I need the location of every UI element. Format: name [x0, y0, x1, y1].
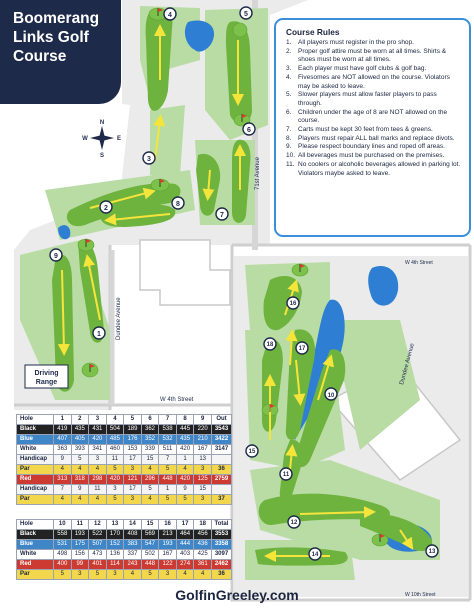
- scorecard-cell: 193: [159, 540, 177, 550]
- rule-text: All players must register in the pro shop.: [298, 39, 414, 46]
- scorecard-cell: 36: [212, 570, 232, 580]
- scorecard-cell: 5: [54, 570, 72, 580]
- scorecard-cell: 7: [54, 485, 72, 495]
- rule-text: Carts must be kept 30 feet from tees & greens.: [298, 126, 433, 134]
- scorecard-cell: 176: [124, 435, 142, 445]
- course-title-block: [0, 0, 121, 104]
- scorecard-cell: Total: [212, 520, 232, 530]
- scorecard-row-black: [17, 530, 232, 540]
- scorecard-row-hcp: [17, 485, 232, 495]
- scorecard-cell: 435: [176, 435, 194, 445]
- svg-text:3: 3: [147, 156, 151, 163]
- street-w-4th-small: W 4th Street: [405, 260, 433, 266]
- scorecard-cell: 3: [194, 495, 212, 505]
- scorecard-cell: 37: [212, 495, 232, 505]
- scorecard-cell: 11: [89, 485, 107, 495]
- scorecard-cell: 3: [194, 465, 212, 475]
- scorecard-cell: 2462: [212, 560, 232, 570]
- course-title-line-2: Links Golf: [13, 29, 89, 46]
- scorecard-cell: [212, 455, 232, 465]
- scorecard-row-par: [17, 570, 232, 580]
- scorecard-cell: 9: [194, 415, 212, 425]
- scorecard-cell: 444: [176, 540, 194, 550]
- svg-text:10: 10: [327, 393, 335, 399]
- rule-number: 6.: [286, 108, 292, 116]
- scorecard-cell: 425: [194, 550, 212, 560]
- course-title-line-3: Course: [13, 48, 67, 65]
- scorecard-cell: 3: [106, 570, 124, 580]
- scorecard-cell: 403: [176, 550, 194, 560]
- scorecard-row-label: Red: [17, 560, 54, 570]
- scorecard-cell: 17: [124, 455, 142, 465]
- scorecard-cell: 125: [194, 475, 212, 485]
- scorecard-cell: 511: [159, 445, 177, 455]
- scorecard-cell: 547: [141, 540, 159, 550]
- course-title-line-1: Boomerang: [13, 10, 100, 27]
- scorecard-cell: 6: [141, 415, 159, 425]
- svg-text:7: 7: [220, 212, 224, 219]
- hole-marker-4: [164, 8, 176, 20]
- rule-number: 3.: [286, 65, 292, 73]
- scorecard-cell: 3553: [212, 530, 232, 540]
- scorecard-cell: 3422: [212, 435, 232, 445]
- scorecard-row-label: Blue: [17, 435, 54, 445]
- svg-text:15: 15: [248, 449, 256, 455]
- rule-item: [286, 109, 462, 126]
- rule-text: Proper golf attire must be worn at all times. Shirts & shoes must be worn at all times.: [298, 47, 447, 64]
- scorecard-row-hole: [17, 415, 232, 425]
- scorecard-cell: 13: [106, 520, 124, 530]
- scorecard-cell: 4: [141, 495, 159, 505]
- rule-text: No coolers or alcoholic beverages allowed in parking lot. Violators maybe asked to leave.: [298, 160, 461, 177]
- scorecard-cell: 448: [141, 560, 159, 570]
- hole-marker-3: [143, 152, 155, 164]
- scorecard-row-label: Par: [17, 570, 54, 580]
- rule-number: 8.: [286, 134, 292, 142]
- svg-text:5: 5: [244, 11, 248, 18]
- course-rules-list: [286, 39, 462, 178]
- scorecard-cell: 10: [54, 520, 72, 530]
- scorecard-cell: 175: [71, 540, 89, 550]
- scorecard-cell: 464: [176, 530, 194, 540]
- svg-text:4: 4: [168, 12, 172, 19]
- rule-text: All beverages must be purchased on the premises.: [298, 152, 445, 160]
- rule-text: Slower players must allow faster players to pass through.: [298, 91, 437, 107]
- scorecard-cell: 167: [159, 550, 177, 560]
- scorecard-cell: 4: [54, 465, 72, 475]
- hole-marker-11: [280, 468, 292, 480]
- scorecard-cell: 7: [159, 415, 177, 425]
- hole-marker-12: [288, 516, 300, 528]
- rule-number: 10.: [286, 152, 296, 160]
- scorecard-cell: 400: [54, 560, 72, 570]
- scorecard-back-body: [17, 520, 232, 580]
- scorecard-cell: 8: [176, 415, 194, 425]
- scorecard-cell: 4: [141, 465, 159, 475]
- svg-text:12: 12: [290, 520, 298, 526]
- street-71st-avenue: 71st Avenue: [255, 157, 261, 190]
- hole-marker-5: [240, 7, 252, 19]
- svg-text:9: 9: [54, 253, 58, 260]
- scorecard-cell: 15: [141, 520, 159, 530]
- scorecard-cell: 362: [141, 425, 159, 435]
- scorecard-cell: 5: [106, 465, 124, 475]
- scorecard-cell: 4: [124, 570, 142, 580]
- scorecard-row-par: [17, 495, 232, 505]
- scorecard-cell: 3543: [212, 425, 232, 435]
- scorecard-cell: 5: [176, 495, 194, 505]
- scorecard-cell: 420: [176, 445, 194, 455]
- scorecard-cell: 456: [194, 530, 212, 540]
- hole-marker-13: [426, 545, 438, 557]
- scorecard-row-label: Hole: [17, 520, 54, 530]
- street-w-10th: W 10th Street: [405, 592, 436, 598]
- scorecard-cell: 393: [71, 445, 89, 455]
- website-footer: GolfinGreeley.com: [175, 587, 299, 603]
- scorecard-cell: 14: [124, 520, 142, 530]
- svg-text:18: 18: [266, 342, 274, 348]
- scorecard-cell: 156: [71, 550, 89, 560]
- scorecard-cell: 121: [124, 475, 142, 485]
- scorecard-cell: 99: [71, 560, 89, 570]
- rule-item: [286, 135, 462, 144]
- rule-text: Please respect boundary lines and roped off areas.: [298, 143, 445, 151]
- scorecard-cell: 3: [89, 415, 107, 425]
- scorecard-cell: 243: [124, 560, 142, 570]
- scorecard-row-white: [17, 550, 232, 560]
- scorecard-cell: 4: [106, 415, 124, 425]
- scorecard-row-label: Black: [17, 530, 54, 540]
- scorecard-row-label: Blue: [17, 540, 54, 550]
- scorecard-row-blue: [17, 540, 232, 550]
- scorecard-cell: 136: [106, 550, 124, 560]
- scorecard-cell: 298: [89, 475, 107, 485]
- scorecard-cell: 352: [141, 435, 159, 445]
- scorecard-cell: 407: [54, 435, 72, 445]
- rule-item: [286, 39, 462, 48]
- rule-number: 11.: [286, 160, 295, 168]
- scorecard-cell: 4: [176, 570, 194, 580]
- rule-number: 4.: [286, 73, 292, 81]
- hole-marker-10: [325, 388, 337, 400]
- scorecard-cell: 448: [159, 475, 177, 485]
- scorecard-front-body: [17, 415, 232, 505]
- scorecard-cell: 401: [89, 560, 107, 570]
- scorecard-cell: 3358: [212, 540, 232, 550]
- rule-item: [286, 126, 462, 135]
- scorecard-cell: 522: [89, 530, 107, 540]
- scorecard-row-label: Par: [17, 495, 54, 505]
- svg-text:8: 8: [176, 201, 180, 208]
- scorecard-cell: 274: [176, 560, 194, 570]
- rule-number: 7.: [286, 126, 292, 134]
- scorecard-cell: 5: [71, 455, 89, 465]
- scorecard-cell: 420: [89, 435, 107, 445]
- scorecard-cell: 3: [124, 465, 142, 475]
- scorecard-cell: 408: [124, 530, 142, 540]
- scorecard-row-label: Handicap: [17, 455, 54, 465]
- scorecard-cell: 167: [194, 445, 212, 455]
- scorecard-cell: 498: [54, 550, 72, 560]
- hole-marker-9: [50, 249, 62, 261]
- scorecard-cell: 296: [141, 475, 159, 485]
- scorecard-cell: 9: [176, 485, 194, 495]
- street-dundee-avenue: Dundee Avenue: [116, 297, 122, 340]
- scorecard-cell: 3: [124, 495, 142, 505]
- scorecard-cell: 5: [106, 495, 124, 505]
- scorecard-cell: 152: [106, 540, 124, 550]
- street-w-4th: W 4th Street: [160, 397, 194, 403]
- scorecard-cell: 5: [124, 415, 142, 425]
- scorecard-cell: 569: [141, 530, 159, 540]
- scorecard-row-red: [17, 475, 232, 485]
- scorecard-cell: 7: [159, 455, 177, 465]
- scorecard-row-red: [17, 560, 232, 570]
- rule-item: [286, 161, 462, 178]
- scorecard-cell: 504: [106, 425, 124, 435]
- course-rules-panel: [274, 18, 471, 237]
- hole-marker-6: [243, 123, 255, 135]
- scorecard-cell: 1: [176, 455, 194, 465]
- scorecard-cell: 532: [159, 435, 177, 445]
- scorecard-row-hcp: [17, 455, 232, 465]
- scorecard-cell: 339: [141, 445, 159, 455]
- scorecard-cell: 420: [106, 475, 124, 485]
- hole-marker-2: [100, 201, 112, 213]
- rule-text: Fivesomes are NOT allowed on the course. Violators may be asked to leave.: [298, 73, 450, 90]
- scorecard-cell: 436: [194, 540, 212, 550]
- scorecard-cell: Out: [212, 415, 232, 425]
- svg-text:13: 13: [428, 549, 436, 555]
- svg-text:Range: Range: [35, 379, 58, 386]
- scorecard-cell: 189: [124, 425, 142, 435]
- svg-text:S: S: [99, 153, 105, 159]
- scorecard-cell: 3147: [212, 445, 232, 455]
- scorecard-cell: 5: [89, 570, 107, 580]
- scorecard-cell: 419: [54, 425, 72, 435]
- rule-item: [286, 65, 462, 74]
- scorecard-cell: 1: [54, 415, 72, 425]
- course-rules-title: Course Rules: [286, 27, 340, 37]
- hole-marker-14: [309, 548, 321, 560]
- street-dundee-avenue-2: Dundee Avenue: [399, 342, 416, 386]
- scorecard-cell: 13: [194, 455, 212, 465]
- scorecard-cell: 114: [106, 560, 124, 570]
- hole-marker-16: [287, 297, 299, 309]
- rule-item: [286, 91, 462, 108]
- scorecard-cell: 3: [159, 570, 177, 580]
- svg-text:Driving: Driving: [34, 370, 59, 377]
- scorecard-cell: 16: [159, 520, 177, 530]
- scorecard-cell: 313: [54, 475, 72, 485]
- rule-item: [286, 152, 462, 161]
- scorecard-cell: 2: [71, 415, 89, 425]
- rule-item: [286, 143, 462, 152]
- scorecard-cell: 445: [176, 425, 194, 435]
- svg-text:2: 2: [104, 205, 108, 212]
- scorecard-cell: 502: [141, 550, 159, 560]
- rule-number: 2.: [286, 47, 292, 55]
- scorecard-cell: 473: [89, 550, 107, 560]
- scorecard-cell: 383: [124, 540, 142, 550]
- rule-number: 9.: [286, 143, 292, 151]
- scorecard-front-nine: [16, 414, 232, 505]
- scorecard-cell: 5: [159, 495, 177, 505]
- scorecard-cell: 558: [54, 530, 72, 540]
- scorecard-cell: 1: [159, 485, 177, 495]
- scorecard-cell: 17: [124, 485, 142, 495]
- scorecard-cell: 3: [89, 455, 107, 465]
- scorecard-row-label: Red: [17, 475, 54, 485]
- scorecard-cell: 3: [106, 485, 124, 495]
- scorecard-row-label: Hole: [17, 415, 54, 425]
- scorecard-cell: 193: [71, 530, 89, 540]
- scorecard-cell: 210: [194, 435, 212, 445]
- svg-text:W: W: [82, 136, 88, 142]
- svg-text:14: 14: [311, 552, 319, 558]
- scorecard-cell: 17: [176, 520, 194, 530]
- scorecard-row-hole: [17, 520, 232, 530]
- scorecard-cell: 460: [106, 445, 124, 455]
- driving-range-label: [25, 365, 68, 388]
- scorecard-cell: 4: [71, 495, 89, 505]
- rule-number: 5.: [286, 91, 292, 99]
- scorecard-cell: 153: [124, 445, 142, 455]
- scorecard-row-label: White: [17, 550, 54, 560]
- scorecard-cell: 4: [89, 495, 107, 505]
- scorecard-cell: 3: [71, 570, 89, 580]
- scorecard-cell: 507: [89, 540, 107, 550]
- scorecard-cell: 36: [212, 465, 232, 475]
- scorecard-cell: 4: [176, 465, 194, 475]
- scorecard-cell: 170: [106, 530, 124, 540]
- rule-text: Each player must have golf clubs & golf bag.: [298, 65, 427, 73]
- scorecard-cell: 337: [124, 550, 142, 560]
- scorecard-cell: 435: [71, 425, 89, 435]
- svg-text:11: 11: [282, 472, 290, 478]
- rule-number: 1.: [286, 39, 292, 46]
- scorecard-cell: 431: [89, 425, 107, 435]
- scorecard-cell: 420: [176, 475, 194, 485]
- hole-marker-8: [172, 197, 184, 209]
- scorecard-cell: 12: [89, 520, 107, 530]
- scorecard-cell: 3097: [212, 550, 232, 560]
- scorecard-cell: 2759: [212, 475, 232, 485]
- scorecard-cell: 4: [71, 465, 89, 475]
- rule-text: Players must repair ALL ball marks and replace divots.: [298, 134, 455, 142]
- svg-text:17: 17: [298, 346, 306, 352]
- svg-text:E: E: [116, 136, 122, 142]
- scorecard-cell: 363: [54, 445, 72, 455]
- scorecard-cell: [212, 485, 232, 495]
- scorecard-back-nine: [16, 519, 232, 580]
- scorecard-cell: 11: [71, 520, 89, 530]
- scorecard-cell: 5: [159, 465, 177, 475]
- hole-marker-1: [93, 327, 105, 339]
- scorecard-cell: 18: [194, 520, 212, 530]
- hole-marker-18: [264, 338, 276, 350]
- scorecard-row-par: [17, 465, 232, 475]
- scorecard-row-label: Black: [17, 425, 54, 435]
- hole-marker-17: [296, 342, 308, 354]
- scorecard-cell: 5: [141, 570, 159, 580]
- rule-item: [286, 48, 462, 65]
- scorecard-cell: 4: [89, 465, 107, 475]
- rule-item: [286, 74, 462, 91]
- hole-marker-15: [246, 445, 258, 457]
- scorecard-cell: 361: [194, 560, 212, 570]
- scorecard-cell: 213: [159, 530, 177, 540]
- scorecard-cell: 9: [71, 485, 89, 495]
- svg-text:16: 16: [289, 301, 297, 307]
- scorecard-row-white: [17, 445, 232, 455]
- svg-text:6: 6: [247, 127, 251, 134]
- scorecard-cell: 531: [54, 540, 72, 550]
- scorecard-cell: 485: [106, 435, 124, 445]
- scorecard-cell: 4: [54, 495, 72, 505]
- scorecard-cell: 15: [141, 455, 159, 465]
- scorecard-row-label: Par: [17, 465, 54, 475]
- scorecard-cell: 5: [141, 485, 159, 495]
- svg-text:1: 1: [97, 331, 101, 338]
- scorecard-cell: 9: [54, 455, 72, 465]
- scorecard-row-blue: [17, 435, 232, 445]
- scorecard-row-black: [17, 425, 232, 435]
- scorecard-cell: 538: [159, 425, 177, 435]
- scorecard-cell: 341: [89, 445, 107, 455]
- scorecard-cell: 15: [194, 485, 212, 495]
- scorecard-cell: 122: [159, 560, 177, 570]
- scorecard-cell: 11: [106, 455, 124, 465]
- svg-text:N: N: [99, 120, 105, 126]
- rule-text: Children under the age of 8 are NOT allowed on the course.: [298, 108, 448, 125]
- scorecard-row-label: White: [17, 445, 54, 455]
- scorecard-cell: 405: [71, 435, 89, 445]
- scorecard-cell: 220: [194, 425, 212, 435]
- scorecard-cell: 318: [71, 475, 89, 485]
- scorecard-cell: 4: [194, 570, 212, 580]
- hole-marker-7: [216, 208, 228, 220]
- scorecard-row-label: Handicap: [17, 485, 54, 495]
